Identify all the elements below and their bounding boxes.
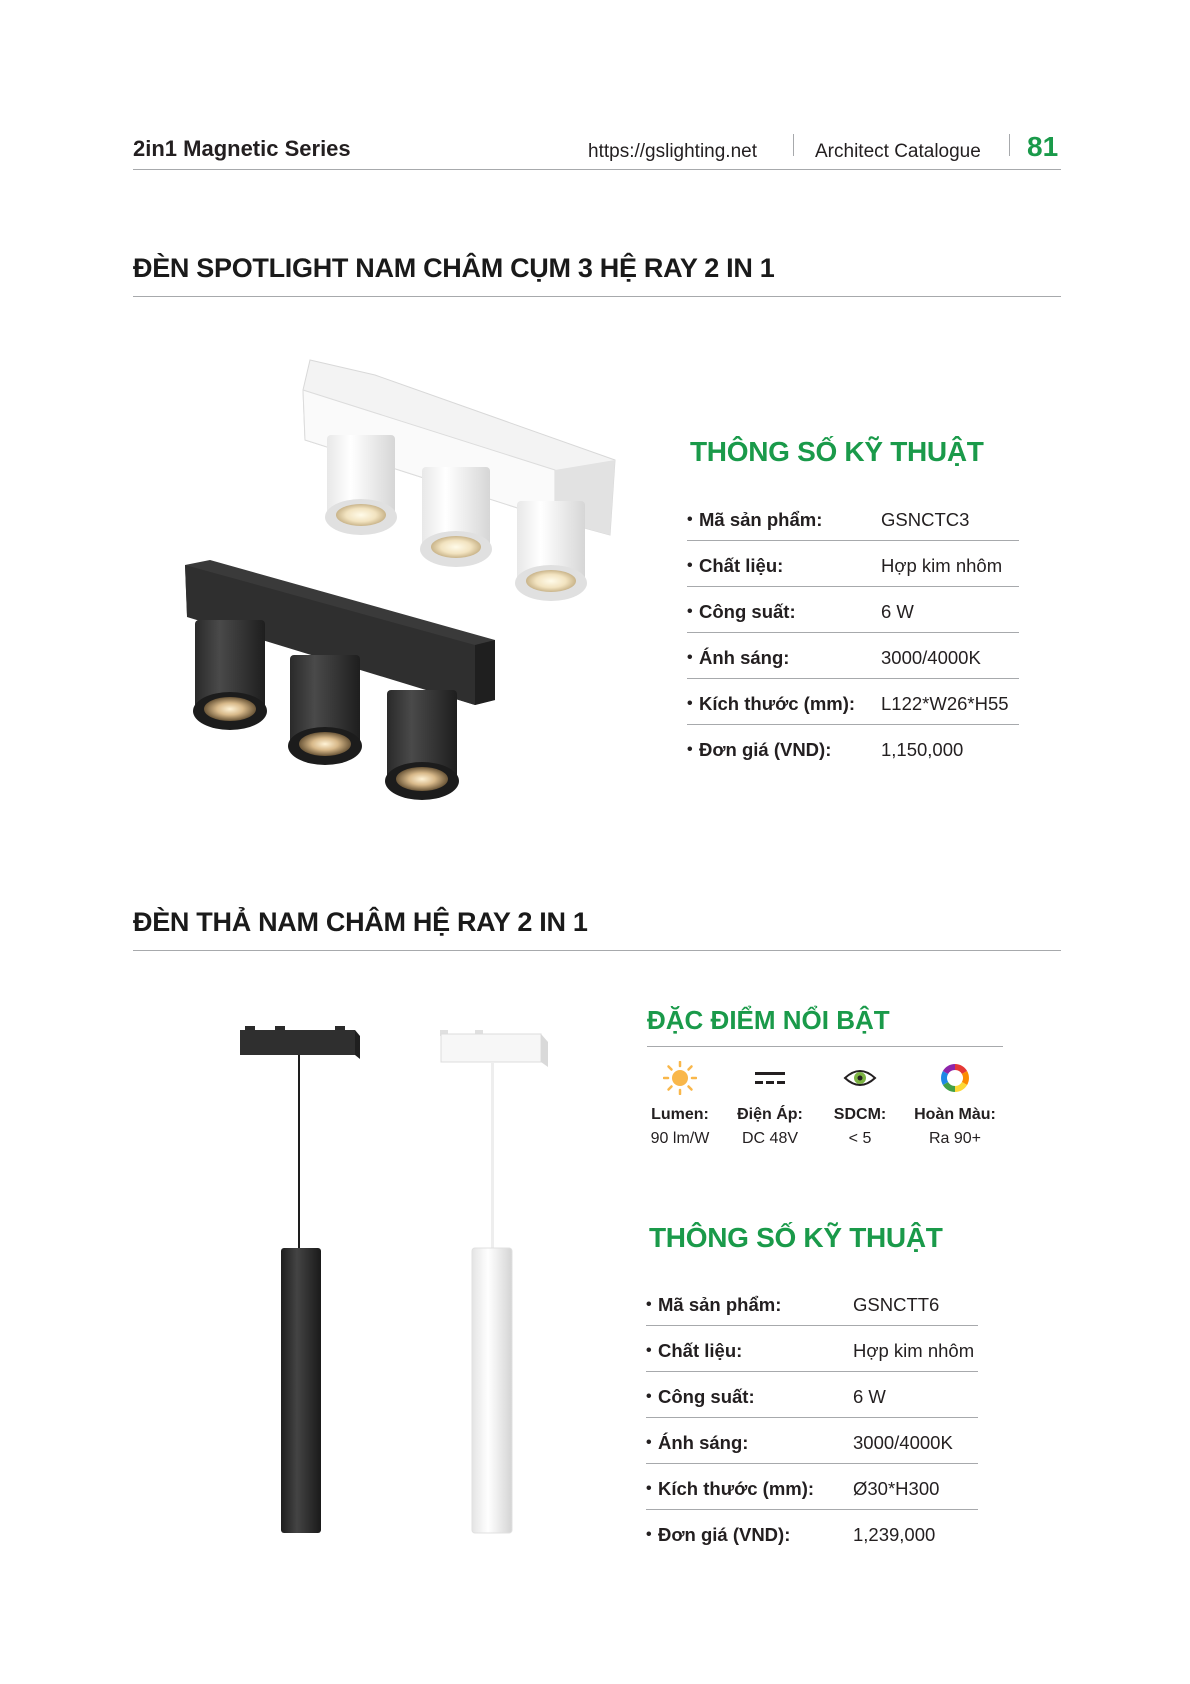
spec-label: Ánh sáng: xyxy=(699,647,790,668)
spec-row xyxy=(646,1418,978,1464)
spec-label: Ánh sáng: xyxy=(658,1432,749,1453)
feature-label: SDCM: xyxy=(833,1106,887,1123)
bullet-icon: • xyxy=(646,1388,652,1405)
spec-value: 1,239,000 xyxy=(853,1524,936,1545)
header-divider xyxy=(793,134,794,156)
website-link[interactable]: https://gslighting.net xyxy=(588,141,757,162)
feature-cri xyxy=(905,1060,1005,1148)
bullet-icon: • xyxy=(646,1526,652,1543)
spec-value: Ø30*H300 xyxy=(853,1478,940,1499)
pendant-product-image xyxy=(235,1010,555,1540)
feature-label: Lumen: xyxy=(651,1106,709,1123)
color-wheel-icon xyxy=(905,1060,1005,1096)
feature-sdcm xyxy=(810,1060,910,1148)
spec-table-1 xyxy=(687,495,1019,771)
spec-value: GSNCTT6 xyxy=(853,1294,940,1315)
spec-value: 6 W xyxy=(881,601,914,622)
spec-row xyxy=(687,495,1019,541)
spec-label: Chất liệu: xyxy=(658,1340,743,1361)
page-header xyxy=(133,128,1061,170)
section-title-pendant: ĐÈN THẢ NAM CHÂM HỆ RAY 2 IN 1 xyxy=(133,907,1061,951)
spec-value: GSNCTC3 xyxy=(881,509,970,530)
bullet-icon: • xyxy=(687,511,693,528)
spec-table-2 xyxy=(646,1280,978,1556)
spec-label: Chất liệu: xyxy=(699,555,784,576)
bullet-icon: • xyxy=(646,1480,652,1497)
spec-row xyxy=(687,587,1019,633)
sun-icon xyxy=(630,1060,730,1096)
spec-row xyxy=(687,725,1019,771)
spec-value: 3000/4000K xyxy=(853,1432,953,1453)
spec-value: 3000/4000K xyxy=(881,647,981,668)
eye-icon xyxy=(810,1060,910,1096)
feature-value: 90 lm/W xyxy=(650,1130,710,1147)
spec-value: 1,150,000 xyxy=(881,739,964,760)
feature-label: Điện Áp: xyxy=(737,1106,803,1123)
spec-label: Đơn giá (VND): xyxy=(699,739,832,760)
spec-value: L122*W26*H55 xyxy=(881,693,1009,714)
spec-row xyxy=(646,1326,978,1372)
spotlight-product-image xyxy=(175,355,635,815)
page-number: 81 xyxy=(1027,131,1059,162)
specs-title-2: THÔNG SỐ KỸ THUẬT xyxy=(649,1222,943,1253)
feature-value: < 5 xyxy=(848,1130,872,1147)
feature-voltage xyxy=(720,1060,820,1148)
section-title-spotlight: ĐÈN SPOTLIGHT NAM CHÂM CỤM 3 HỆ RAY 2 IN 1 xyxy=(133,253,1061,297)
bullet-icon: • xyxy=(687,695,693,712)
bullet-icon: • xyxy=(646,1342,652,1359)
spec-label: Mã sản phẩm: xyxy=(699,509,823,530)
spec-value: Hợp kim nhôm xyxy=(853,1340,975,1361)
spec-row xyxy=(646,1372,978,1418)
spec-label: Mã sản phẩm: xyxy=(658,1294,782,1315)
spec-value: Hợp kim nhôm xyxy=(881,555,1003,576)
spec-label: Đơn giá (VND): xyxy=(658,1524,791,1545)
feature-value: Ra 90+ xyxy=(928,1130,982,1147)
features-title: ĐẶC ĐIỂM NỔI BẬT xyxy=(647,1005,1003,1047)
bullet-icon: • xyxy=(687,603,693,620)
dc-voltage-icon xyxy=(720,1060,820,1096)
spec-label: Công suất: xyxy=(699,601,796,622)
bullet-icon: • xyxy=(646,1434,652,1451)
spec-row xyxy=(646,1464,978,1510)
spec-label: Kích thước (mm): xyxy=(658,1478,815,1499)
series-title: 2in1 Magnetic Series xyxy=(133,136,351,161)
spec-row xyxy=(687,679,1019,725)
specs-title-1: THÔNG SỐ KỸ THUẬT xyxy=(690,436,984,467)
bullet-icon: • xyxy=(646,1296,652,1313)
spec-row xyxy=(646,1510,978,1556)
spec-value: 6 W xyxy=(853,1386,886,1407)
header-divider xyxy=(1009,134,1010,156)
bullet-icon: • xyxy=(687,649,693,666)
spec-row xyxy=(687,633,1019,679)
spec-label: Công suất: xyxy=(658,1386,755,1407)
bullet-icon: • xyxy=(687,557,693,574)
feature-label: Hoàn Màu: xyxy=(914,1106,996,1123)
bullet-icon: • xyxy=(687,741,693,758)
catalogue-name: Architect Catalogue xyxy=(815,141,981,162)
spec-label: Kích thước (mm): xyxy=(699,693,856,714)
feature-lumen xyxy=(630,1060,730,1148)
feature-value: DC 48V xyxy=(741,1130,799,1147)
spec-row xyxy=(646,1280,978,1326)
spec-row xyxy=(687,541,1019,587)
